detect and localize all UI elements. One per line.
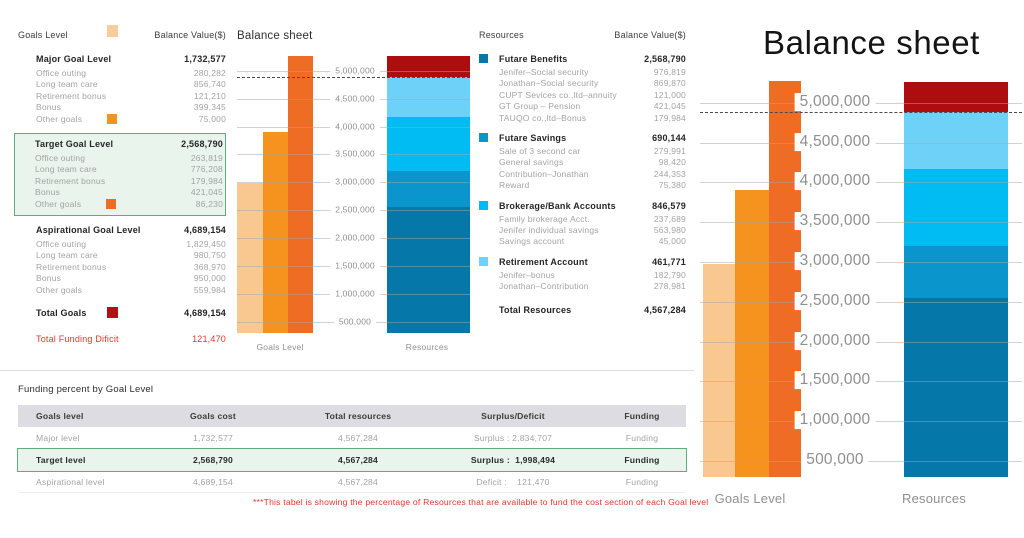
- cell-goals-level: Aspirational level: [36, 476, 105, 487]
- section-divider: [0, 370, 694, 371]
- y-axis-tick-label: 3,500,000: [795, 212, 876, 230]
- resource-item-value: 121,000: [653, 89, 686, 100]
- y-axis-tick-label: 5,000,000: [795, 93, 876, 111]
- table-header-cell: Total resources: [324, 411, 392, 421]
- goal-item-label: Long team care: [35, 164, 97, 175]
- goal-section-name: Aspirational Goal Level: [36, 225, 141, 236]
- resource-item-row: [479, 236, 686, 247]
- resource-section: [479, 132, 686, 192]
- y-axis-tick-label: 1,000,000: [330, 288, 380, 298]
- goal-item-row: [35, 153, 223, 164]
- chart-plot: [700, 79, 1022, 477]
- goal-item-value: 950,000: [193, 273, 226, 284]
- resource-item-row: [479, 78, 686, 89]
- cell-surplus-deficit: Deficit : 121,470: [476, 476, 550, 487]
- resources-balance-value-label: Balance Value($): [614, 30, 686, 40]
- resource-item-value: 182,790: [653, 269, 686, 280]
- goal-item-row: [36, 68, 226, 79]
- goal-section-value: 2,568,790: [181, 139, 223, 150]
- goal-item-row: [36, 79, 226, 90]
- goal-item-label: Retirement bonus: [35, 175, 106, 186]
- goal-section-header: [36, 224, 226, 236]
- resource-section-header: [479, 132, 686, 144]
- cell-goals-cost: 2,568,790: [192, 454, 234, 465]
- big-chart-title: Balance sheet: [763, 24, 980, 61]
- table-header-cell: Goals cost: [190, 411, 236, 421]
- resource-item-value: 179,984: [653, 112, 686, 123]
- goal-item-label: Long team care: [36, 250, 98, 261]
- x-axis-label-goals-level: Goals Level: [714, 491, 786, 506]
- goal-item-row: [35, 199, 223, 210]
- goal-item-value: 421,045: [190, 187, 223, 198]
- goal-item-value: 86,230: [195, 198, 223, 209]
- goal-item-row: [36, 102, 226, 113]
- funding-table-title: Funding percent by Goal Level: [18, 384, 154, 395]
- table-header-cell: Goals level: [36, 411, 84, 421]
- goal-item-value: 280,282: [193, 68, 226, 78]
- table-row: [18, 427, 686, 449]
- resources-sections: [479, 53, 686, 293]
- cell-total-resources: 4,567,284: [337, 432, 379, 443]
- goal-section-value: 1,732,577: [184, 54, 226, 64]
- goal-item-row: [35, 187, 223, 198]
- goal-color-marker-icon: [107, 114, 117, 124]
- y-axis-tick-label: 4,500,000: [330, 93, 380, 103]
- resource-item-row: [479, 281, 686, 292]
- resources-segment-0: [387, 207, 470, 333]
- total-resources-row: [479, 305, 686, 315]
- table-row-target-highlight: [18, 449, 686, 471]
- total-funding-deficit-label: Total Funding Dificit: [36, 334, 119, 345]
- resource-item-row: [479, 225, 686, 236]
- resource-item-row: [479, 90, 686, 101]
- resources-segment-0: [904, 298, 1008, 477]
- resources-segment-1: [904, 246, 1008, 298]
- chart-plot: [237, 54, 470, 333]
- goals-bar-major: [703, 264, 735, 477]
- goal-item-value: 368,970: [193, 261, 226, 272]
- goal-section-value: 4,689,154: [184, 225, 226, 236]
- y-axis-tick-label: 500,000: [334, 316, 376, 326]
- goal-item-label: Other goals: [36, 284, 83, 295]
- resource-item-label: Jenifer–Social security: [499, 67, 589, 77]
- y-axis-tick-label: 2,000,000: [330, 233, 380, 243]
- goal-color-marker-icon: [106, 199, 116, 209]
- resource-item-row: [479, 214, 686, 225]
- cell-goals-cost: 1,732,577: [192, 432, 234, 443]
- resource-item-label: Family brokerage Acct.: [499, 213, 590, 224]
- resource-item-label: General savings: [499, 157, 564, 168]
- resource-section-header: [479, 53, 686, 65]
- goal-section-header: [35, 138, 223, 150]
- table-header-cell: Surplus/Deficit: [481, 411, 545, 421]
- resource-section-header: [479, 200, 686, 212]
- y-axis-tick-label: 2,500,000: [795, 292, 876, 310]
- y-axis-tick-label: 4,500,000: [795, 133, 876, 151]
- goal-item-label: Other goals: [35, 198, 82, 209]
- resource-item-row: [479, 146, 686, 157]
- resource-item-label: GT Group – Pension: [499, 101, 581, 112]
- resources-segment-3: [904, 112, 1008, 169]
- resource-section-name: Futare Savings: [499, 133, 567, 144]
- total-resources-label: Total Resources: [499, 304, 572, 315]
- goal-item-label: Office outing: [36, 68, 87, 78]
- y-axis-tick-label: 4,000,000: [795, 173, 876, 191]
- resource-item-value: 45,000: [658, 236, 686, 247]
- total-funding-deficit-value: 121,470: [192, 334, 226, 345]
- goal-section: [18, 224, 226, 296]
- resources-panel-header: [479, 30, 686, 40]
- goals-panel-title: Goals Level: [18, 30, 68, 40]
- resource-legend-square-icon: [479, 54, 488, 63]
- resource-item-value: 278,981: [653, 281, 686, 292]
- y-axis-tick-label: 1,500,000: [795, 372, 876, 390]
- x-axis-label-resources: Resources: [405, 342, 449, 352]
- goal-section: [18, 53, 226, 125]
- resource-item-label: Savings account: [499, 236, 565, 247]
- table-footnote: ***This tabel is showing the percentage of Resources that are available to fund the cost section of each Goal level: [253, 497, 709, 507]
- cell-goals-level: Major level: [36, 432, 80, 443]
- resource-item-row: [479, 270, 686, 281]
- resource-section: [479, 53, 686, 124]
- cell-goals-cost: 4,689,154: [192, 476, 234, 487]
- resource-item-label: Contribution–Jonathan: [499, 168, 589, 179]
- resource-item-label: Sale of 3 second car: [499, 146, 581, 157]
- resources-segment-4: [904, 82, 1008, 112]
- resource-item-value: 976,819: [653, 67, 686, 77]
- goal-item-value: 776,208: [190, 164, 223, 175]
- dashed-total-resources-line: [700, 112, 1022, 113]
- resources-segment-1: [387, 171, 470, 207]
- cell-funding: Funding: [625, 432, 659, 443]
- resource-item-value: 98,420: [658, 157, 686, 168]
- table-row: [18, 471, 686, 493]
- resource-item-label: Jenifer individual savings: [499, 225, 599, 236]
- goals-sections: [18, 53, 226, 296]
- cell-surplus-deficit: Surplus : 2,834,707: [473, 432, 553, 443]
- goal-item-value: 121,210: [193, 90, 226, 101]
- resource-item-value: 279,991: [653, 146, 686, 157]
- resource-section-value: 2,568,790: [644, 54, 686, 64]
- goal-item-row: [36, 262, 226, 273]
- resources-panel-title: Resources: [479, 30, 524, 40]
- goals-balance-value-label: Balance Value($): [154, 30, 226, 40]
- cell-total-resources: 4,567,284: [337, 476, 379, 487]
- resources-segment-4: [387, 56, 470, 77]
- cell-funding: Funding: [624, 454, 660, 465]
- big-balance-sheet-chart: [700, 70, 1024, 520]
- goals-panel-header: [18, 30, 226, 40]
- goal-item-row: [36, 239, 226, 250]
- goal-item-label: Retirement bonus: [36, 261, 107, 272]
- y-axis-tick-label: 3,500,000: [330, 149, 380, 159]
- resource-item-label: Jonathan–Social security: [499, 78, 599, 89]
- resource-section-name: Brokerage/Bank Accounts: [499, 200, 616, 211]
- y-axis-tick-label: 3,000,000: [795, 252, 876, 270]
- goal-item-row: [36, 285, 226, 296]
- goal-item-label: Retirement bonus: [36, 90, 107, 101]
- resources-segment-2: [904, 169, 1008, 246]
- resource-item-label: Jonathan–Contribution: [499, 281, 589, 292]
- resource-section-name: Retirement Account: [499, 256, 588, 267]
- y-axis-tick-label: 500,000: [801, 451, 868, 469]
- resource-item-value: 244,353: [653, 168, 686, 179]
- resource-item-value: 421,045: [653, 101, 686, 112]
- resource-item-row: [479, 67, 686, 78]
- resource-item-value: 75,380: [658, 180, 686, 191]
- cell-total-resources: 4,567,284: [337, 454, 379, 465]
- goal-section-header: [36, 53, 226, 65]
- x-axis-label-goals-level: Goals Level: [256, 342, 304, 352]
- resource-item-value: 869,870: [653, 78, 686, 89]
- resource-legend-square-icon: [479, 257, 488, 266]
- x-axis-label-resources: Resources: [902, 491, 966, 506]
- total-funding-deficit-row: [36, 333, 226, 345]
- y-axis-tick-label: 1,000,000: [795, 411, 876, 429]
- goal-item-row: [36, 250, 226, 261]
- goals-bar-target: [263, 132, 288, 333]
- resource-item-label: Jenifer–bonus: [499, 269, 555, 280]
- total-goals-row: [36, 307, 226, 319]
- resource-legend-square-icon: [479, 201, 488, 210]
- resource-section-name: Futare Benefits: [499, 54, 568, 64]
- goal-item-value: 856,740: [193, 79, 226, 90]
- goal-item-value: 559,984: [193, 284, 226, 295]
- resource-item-row: [479, 180, 686, 191]
- target-goal-highlight-box: [14, 133, 226, 216]
- cell-surplus-deficit: Surplus : 1,998,494: [470, 454, 556, 465]
- resources-segment-3: [387, 77, 470, 117]
- goal-section-name: Target Goal Level: [35, 139, 114, 150]
- total-goals-label: Total Goals: [36, 308, 87, 319]
- y-axis-tick-label: 4,000,000: [330, 121, 380, 131]
- goal-item-value: 75,000: [198, 113, 226, 124]
- y-axis-tick-label: 5,000,000: [330, 65, 380, 75]
- goal-item-row: [35, 176, 223, 187]
- total-resources-value: 4,567,284: [644, 304, 686, 315]
- y-axis-tick-label: 2,000,000: [795, 332, 876, 350]
- y-axis-tick-label: 3,000,000: [330, 177, 380, 187]
- goal-item-value: 399,345: [193, 102, 226, 113]
- resource-section-header: [479, 256, 686, 268]
- major-goal-color-marker-icon: [107, 25, 118, 37]
- resource-item-row: [479, 101, 686, 112]
- resource-section: [479, 200, 686, 248]
- table-header-row: [18, 405, 686, 427]
- goal-item-row: [36, 114, 226, 125]
- dashed-total-resources-line: [237, 77, 470, 78]
- total-goals-color-marker-icon: [107, 307, 118, 318]
- funding-table: [18, 405, 686, 493]
- goal-item-value: 980,750: [193, 250, 226, 261]
- resource-item-value: 237,689: [653, 213, 686, 224]
- goal-item-row: [36, 273, 226, 284]
- total-goals-value: 4,689,154: [184, 308, 226, 319]
- resource-legend-square-icon: [479, 133, 488, 142]
- resource-section: [479, 256, 686, 293]
- goal-item-label: Long team care: [36, 79, 98, 90]
- goal-item-label: Bonus: [36, 273, 62, 284]
- y-axis-tick-label: 1,500,000: [330, 261, 380, 271]
- goals-bar-major: [237, 183, 263, 333]
- resource-item-row: [479, 113, 686, 124]
- resource-item-label: Reward: [499, 180, 530, 191]
- cell-funding: Funding: [625, 476, 659, 487]
- resource-item-value: 563,980: [653, 225, 686, 236]
- goal-item-value: 263,819: [190, 153, 223, 164]
- resource-section-value: 690,144: [652, 133, 686, 144]
- goals-bar-target: [735, 190, 769, 477]
- goal-item-label: Other goals: [36, 113, 83, 124]
- goal-item-label: Bonus: [35, 187, 61, 198]
- resource-item-label: CUPT Sevices co.,ltd–annuity: [499, 89, 617, 100]
- goal-item-row: [35, 164, 223, 175]
- resource-item-label: TAUQO co.,ltd–Bonus: [499, 112, 587, 123]
- resource-item-row: [479, 169, 686, 180]
- goal-item-row: [36, 91, 226, 102]
- goal-item-value: 1,829,450: [186, 239, 226, 250]
- goal-item-label: Office outing: [35, 153, 86, 164]
- mid-balance-sheet-chart: [237, 30, 470, 360]
- table-header-cell: Funding: [624, 411, 660, 421]
- resource-item-row: [479, 157, 686, 168]
- goal-item-value: 179,984: [190, 175, 223, 186]
- goals-panel: [18, 30, 226, 345]
- y-axis-tick-label: 2,500,000: [330, 205, 380, 215]
- resource-section-value: 846,579: [652, 200, 686, 211]
- resources-segment-2: [387, 117, 470, 171]
- mid-chart-title: Balance sheet: [237, 30, 313, 42]
- goals-bar-aspirational: [288, 56, 313, 333]
- goal-section-name: Major Goal Level: [36, 54, 112, 64]
- goal-item-label: Bonus: [36, 102, 62, 113]
- cell-goals-level: Target level: [36, 454, 86, 465]
- resource-section-value: 461,771: [652, 256, 686, 267]
- goal-item-label: Office outing: [36, 239, 87, 250]
- resources-panel: [479, 30, 686, 315]
